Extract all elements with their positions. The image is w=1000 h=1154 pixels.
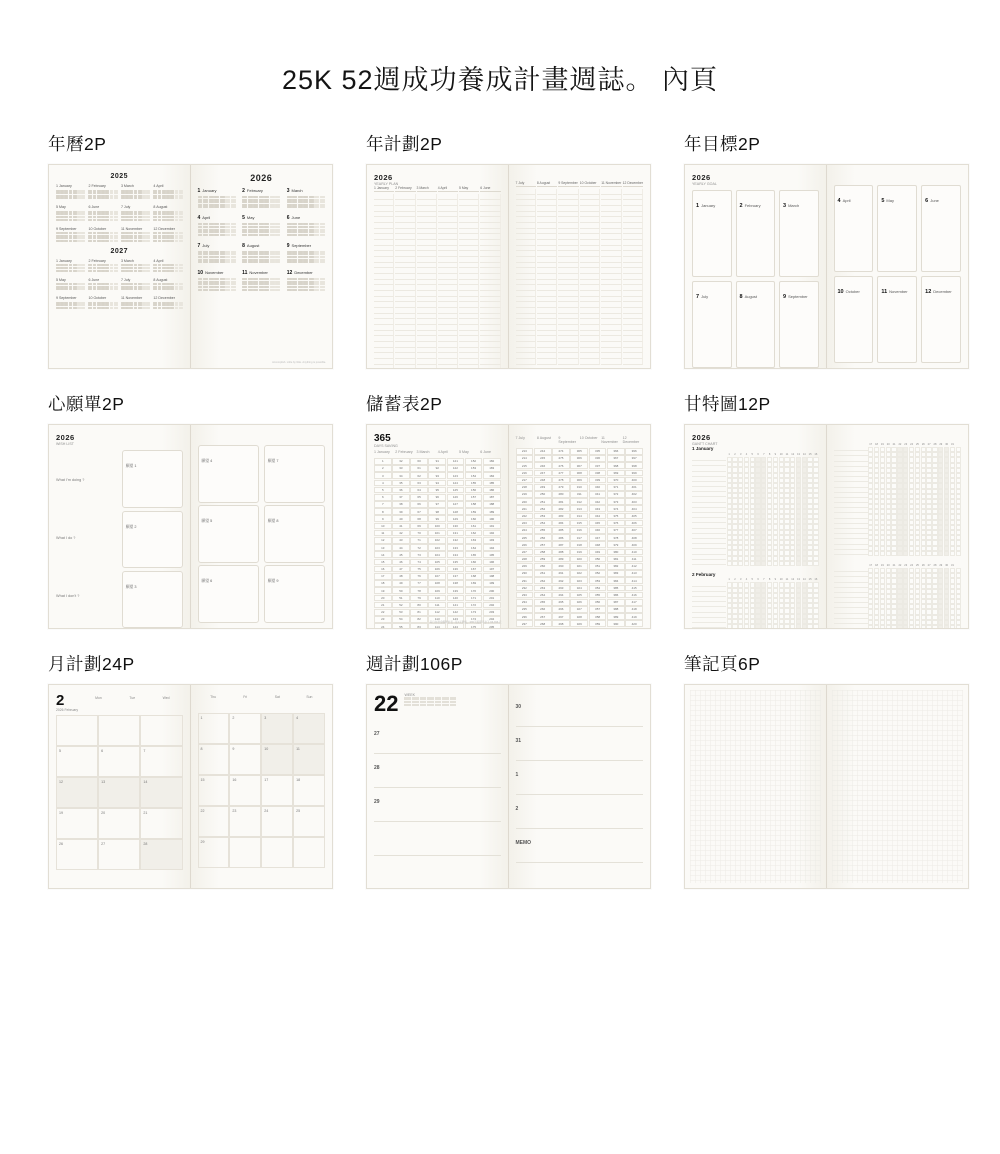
day-cell[interactable]: 8: [198, 744, 230, 775]
calendar-2025: 1 January 2 February 3 March 4 April 5 May 6 June 7 July 8 August 9 September 10 October 11 November 12 December: [56, 184, 183, 242]
col-head: 5 May: [459, 186, 479, 192]
savings-number-grid[interactable]: 213 244 274 305 335 366 396 214 245 275 306 336 367 397 215 246 276 307 337 368 398 216 247 277 308 338 369 399 217 248 278 309 339 370 400 218 249 279 310 340 371 401 219 250 280 311 341 372 402 220 251 281 312 342 373 403 221 252 282 313 343 374 404 222 253 283 314 344 375 405 223 254 284 315 345 376 406 224 255 285 316 346 377 407 225 256 286 317 347 378 408 226 257 287 318 348 379 409 227 258 288 319 349 380 410 228 259 289 320 350 381 411 229 260 290 321 351 382 412 230 261 291 322 352 383 413 231 262 292 323 353 384 414 232 263 293 324 354 385 415 233 264 294 325 355 386 416 234 265 295 326 356 387 417 235 266 296 327 357 388 418 236 267 297 328 358 389 419 237 268 298 329 359 390 420: [516, 448, 644, 628]
savings-note: 每日存款金額累計表 · 從1元開始，365天後即可存下 66,795 元: [429, 621, 502, 624]
col-head: 10 October: [580, 181, 600, 187]
gantt-row[interactable]: [692, 624, 819, 628]
spread-preview[interactable]: [366, 684, 651, 889]
page-left: [367, 425, 509, 628]
goal-month: February: [744, 203, 761, 209]
year-label: 2026: [56, 433, 75, 442]
week-day-row[interactable]: [374, 788, 501, 822]
wish-card[interactable]: [122, 450, 183, 508]
col-head: 10 October: [579, 436, 598, 440]
col-head: 6 June: [480, 186, 500, 192]
day-number: 29: [374, 799, 380, 805]
wish-card-label: 願望 3: [125, 584, 137, 589]
day-cell[interactable]: [229, 837, 261, 868]
goal-number: 8: [739, 294, 743, 301]
day-number: 28: [374, 765, 380, 771]
section-year-plan: [366, 131, 676, 369]
memo-label: MEMO: [515, 840, 532, 846]
page-left: [49, 685, 191, 888]
mini-month-indicator: [404, 697, 456, 706]
col-head: 11 November: [601, 436, 618, 445]
week-day-row[interactable]: [374, 720, 501, 754]
day-cell[interactable]: 14: [140, 777, 182, 808]
month-grid[interactable]: [56, 715, 183, 870]
wish-card-label: 願望 4: [201, 459, 213, 463]
day-cell[interactable]: 9: [229, 744, 261, 775]
year-label: 2025: [110, 173, 129, 180]
gantt-day-header: 17 18 19 20 21 22 23 24 25 26 27 28 29 30 31: [869, 443, 954, 446]
goal-month: August: [744, 294, 758, 300]
gantt-month-january: [692, 446, 819, 565]
calendar-2027: 1 January 2 February 3 March 4 April 5 May 6 June 7 July 8 August 9 September 10 October 11 November 12 December: [56, 259, 183, 309]
week-sub: WEEK: [404, 693, 416, 697]
year-sub: WISH LIST: [56, 442, 74, 446]
page-right: [509, 425, 651, 628]
day-cell[interactable]: [56, 715, 98, 746]
savings-heading: 365: [374, 433, 391, 444]
year-label: 2026: [374, 173, 393, 182]
goal-month: December: [933, 289, 952, 294]
goal-month: March: [788, 203, 800, 209]
gantt-row[interactable]: [692, 561, 819, 566]
spread-preview[interactable]: [48, 424, 333, 629]
goal-month: January: [701, 203, 716, 209]
goal-box[interactable]: [921, 276, 961, 363]
spread-preview[interactable]: [48, 164, 333, 369]
gantt-day-header: 1 2 3 4 5 6 7 8 9 10 11 12 13 14 15 16: [728, 452, 818, 456]
wish-card[interactable]: [264, 445, 325, 503]
col-head: 8 August: [537, 181, 557, 187]
section-label: 甘特圖12P: [684, 394, 771, 414]
col-head: 3 March: [417, 186, 437, 192]
section-label: 心願單2P: [48, 394, 125, 414]
month-column-headers: [516, 181, 644, 187]
col-head: 1 January: [374, 450, 390, 455]
wish-card[interactable]: [198, 445, 259, 503]
col-head: 5 May: [459, 450, 469, 455]
weekday-headers: [198, 695, 326, 699]
col-head: 7 July: [516, 181, 536, 187]
goal-box[interactable]: [692, 281, 732, 368]
col-head: 9 September: [558, 181, 578, 185]
section-label: 年計劃2P: [366, 134, 443, 154]
spread-preview[interactable]: [366, 424, 651, 629]
page-right: [191, 425, 333, 628]
section-notes: [684, 651, 994, 889]
grid-paper: [832, 690, 964, 883]
section-label: 筆記頁6P: [684, 654, 761, 674]
day-cell[interactable]: 21: [140, 808, 182, 839]
day-number: 31: [515, 738, 522, 744]
page-right: [509, 165, 651, 368]
day-number: 1: [515, 772, 519, 778]
gantt-row[interactable]: [834, 625, 962, 628]
goal-number: 5: [881, 198, 885, 204]
year-label-2027: 2027: [110, 247, 129, 255]
day-cell[interactable]: 4: [293, 713, 325, 744]
week-day-row[interactable]: [516, 693, 644, 727]
goal-month: July: [701, 294, 709, 300]
section-label: 儲蓄表2P: [366, 394, 443, 414]
goal-number: 7: [696, 294, 700, 301]
week-day-row[interactable]: [516, 727, 644, 761]
year-label: 2026: [692, 433, 711, 442]
weekday: Thu: [210, 695, 216, 699]
day-number: 27: [374, 731, 380, 737]
page-right: [827, 685, 969, 888]
page-right: [827, 425, 969, 628]
page-right: [509, 685, 651, 888]
day-cell[interactable]: 17: [261, 775, 293, 806]
goal-month: April: [842, 198, 851, 203]
day-cell[interactable]: 16: [229, 775, 261, 806]
section-month-plan: [48, 651, 358, 889]
page-left: [685, 685, 827, 888]
goal-box[interactable]: [877, 185, 917, 272]
day-cell[interactable]: 1: [198, 713, 230, 744]
weekday: Mon: [95, 696, 102, 700]
goal-number: 11: [881, 289, 888, 295]
page-right: [827, 165, 969, 368]
savings-column-headers: [516, 436, 644, 445]
calendar-2026: 1 January 2 February 3 March 4 April 5 May 6 June 7 July 8 August 9 September 10 November 11 November 12 December: [198, 188, 326, 291]
col-head: 7 July: [515, 436, 525, 440]
col-head: 3 March: [416, 450, 430, 455]
wish-card[interactable]: [122, 511, 183, 569]
gantt-row[interactable]: [834, 551, 962, 556]
wish-card-label: 願望 1: [125, 464, 137, 469]
section-label: 年曆2P: [48, 134, 107, 154]
week-day-row[interactable]: [516, 761, 644, 795]
memo-row[interactable]: [516, 829, 644, 863]
savings-column-headers: [374, 450, 501, 454]
col-head: 11 November: [601, 181, 622, 185]
day-cell[interactable]: 19: [56, 808, 98, 839]
col-head: 1 January: [374, 186, 394, 192]
page-left: [367, 165, 509, 368]
col-head: 9 September: [558, 436, 576, 445]
gantt-month-february: [692, 572, 819, 628]
goal-month: September: [788, 294, 808, 300]
page-left: [367, 685, 509, 888]
day-cell[interactable]: [293, 837, 325, 868]
weekday: Tue: [129, 696, 136, 700]
goal-number: 2: [739, 203, 743, 210]
day-cell[interactable]: 5: [56, 746, 98, 777]
goal-number: 10: [837, 289, 844, 295]
day-cell[interactable]: 18: [293, 775, 325, 806]
col-head: 12 December: [622, 181, 643, 185]
wish-card-label: 願望 8: [267, 519, 279, 524]
section-year-goal: [684, 131, 994, 369]
week-number: 22: [374, 691, 399, 716]
goal-box[interactable]: [834, 185, 874, 272]
goal-number: 4: [837, 198, 841, 204]
wish-card[interactable]: [264, 505, 325, 563]
week-day-rows[interactable]: [374, 720, 501, 856]
footer-note: Accomplish. Little by little. Anything is possible.: [272, 361, 326, 364]
plan-grid[interactable]: [516, 189, 644, 365]
col-head: 2 February: [395, 450, 413, 455]
col-head: 2 February: [395, 186, 415, 192]
wish-card-label: 願望 2: [125, 524, 137, 529]
wish-question: What I'm doing ?: [56, 477, 85, 482]
wish-card[interactable]: [198, 505, 259, 563]
col-head: 12 December: [622, 436, 640, 445]
week-day-rows[interactable]: [516, 693, 644, 863]
day-cell[interactable]: 29: [198, 837, 230, 868]
day-cell[interactable]: 13: [98, 777, 140, 808]
wish-card-label: 願望 7: [267, 459, 279, 463]
savings-subheading: DAYS SAVING: [374, 444, 398, 448]
section-gantt: [684, 391, 994, 629]
year-sub: YEARLY GOAL: [692, 182, 717, 186]
year-sub: YEARLY PLAN: [374, 182, 399, 186]
weekday: Sat: [274, 695, 280, 699]
year-label: 2026: [692, 173, 711, 182]
goal-box[interactable]: [921, 185, 961, 272]
day-cell[interactable]: 7: [140, 746, 182, 777]
page-right: [191, 165, 333, 368]
page-left: [685, 425, 827, 628]
month-number: 2: [56, 692, 65, 709]
week-day-row[interactable]: [516, 795, 644, 829]
goal-box[interactable]: [834, 276, 874, 363]
day-cell[interactable]: [261, 837, 293, 868]
goal-month: May: [886, 198, 894, 203]
gantt-day-header: 1 2 3 4 5 6 7 8 9 10 11 12 13 14 15 16: [728, 578, 818, 582]
day-cell[interactable]: 24: [261, 806, 293, 837]
section-year-calendar: [48, 131, 358, 369]
page-right: [191, 685, 333, 888]
plan-grid[interactable]: [374, 194, 501, 368]
day-cell[interactable]: 12: [56, 777, 98, 808]
wish-card[interactable]: [122, 571, 183, 628]
spread-preview[interactable]: [684, 684, 969, 889]
day-number: 2: [515, 806, 519, 812]
spread-preview[interactable]: [366, 164, 651, 369]
day-cell[interactable]: [98, 715, 140, 746]
wish-question: What I don't ?: [56, 594, 80, 599]
day-cell[interactable]: 23: [229, 806, 261, 837]
page-left: [685, 165, 827, 368]
goal-month: June: [930, 198, 939, 203]
savings-number-grid[interactable]: 1 32 60 91 121 152 182 2 33 61 92 122 153 183 3 34 62 93 123 154 184 4 35 63 94 124 155 185 5 36 64 95 125 156 186 6 37 65 96 126 157 187 7 38 66 97 127 158 188 8 39 67 98 128 159 189 9 40 68 99 129 160 190 10 41 69 100 130 161 191 11 42 70 101 131 162 192 12 43 71 102 132 163 193 13 44 72 103 133 164 194 14 45 73 104 134 165 195 15 46 74 105 135 166 196 16 47 75 106 136 167 197 17 48 76 107 137 168 198 18 49 77 108 138 169 199 19 50 78 109 139 170 200 20 51 79 110 140 171 201 21 52 80 111 141 172 202 22 53 81 112 142 173 203 23 54 82 113 143 174 204 24 55 83 114 144 175 205: [374, 458, 501, 628]
goal-box[interactable]: [877, 276, 917, 363]
col-head: 4 April: [438, 186, 458, 192]
day-cell[interactable]: 2: [229, 713, 261, 744]
day-cell[interactable]: 27: [98, 839, 140, 870]
year-label-2026: 2026: [250, 173, 273, 183]
goal-box[interactable]: [779, 281, 819, 368]
day-cell[interactable]: 3: [261, 713, 293, 744]
spread-preview[interactable]: [684, 424, 969, 629]
col-head: 6 June: [480, 450, 492, 455]
gantt-day-header: 17 18 19 20 21 22 23 24 25 26 27 28 29 30 31: [869, 563, 954, 567]
day-cell[interactable]: 10: [261, 744, 293, 775]
day-cell[interactable]: 25: [293, 806, 325, 837]
section-label: 月計劃24P: [48, 654, 135, 674]
goal-boxes[interactable]: [692, 190, 819, 368]
section-week-plan: [366, 651, 676, 889]
goal-box[interactable]: [692, 190, 732, 277]
spread-preview[interactable]: [684, 164, 969, 369]
goal-box[interactable]: [736, 190, 776, 277]
gantt-continued-january: [834, 443, 962, 556]
weekday: Fri: [243, 695, 248, 699]
goal-number: 1: [696, 203, 700, 210]
wish-questions: [56, 450, 117, 625]
gantt-month-label: 1 January: [692, 446, 714, 452]
wish-card-label: 願望 9: [267, 579, 279, 584]
day-cell[interactable]: 11: [293, 744, 325, 775]
goal-number: 6: [925, 198, 929, 204]
day-number: 30: [515, 704, 522, 710]
page-title: 25K 52週成功養成計畫週誌。 內頁: [281, 65, 719, 95]
spread-grid: [0, 131, 1000, 889]
month-grid[interactable]: [198, 713, 326, 868]
day-cell[interactable]: 26: [56, 839, 98, 870]
wish-card[interactable]: [198, 565, 259, 623]
goal-number: 12: [925, 289, 932, 295]
day-cell[interactable]: 15: [198, 775, 230, 806]
weekday-headers: [82, 696, 182, 700]
weekday: Wed: [162, 696, 170, 700]
goal-box[interactable]: [779, 190, 819, 277]
gantt-continued-february: [834, 564, 962, 628]
section-label: 年目標2P: [684, 134, 761, 154]
spread-preview[interactable]: [48, 684, 333, 889]
goal-month: November: [889, 289, 908, 294]
col-head: 4 April: [437, 450, 448, 455]
grid-paper: [690, 690, 821, 883]
goal-number: 9: [783, 294, 787, 301]
section-savings: [366, 391, 676, 629]
day-cell[interactable]: 6: [98, 746, 140, 777]
wish-card-label: 願望 6: [201, 579, 213, 584]
goal-month: October: [845, 289, 860, 294]
month-column-headers: [374, 186, 501, 192]
day-cell[interactable]: 20: [98, 808, 140, 839]
day-cell[interactable]: 28: [140, 839, 182, 870]
gantt-month-label: 2 February: [692, 571, 716, 577]
weekday: Sun: [306, 695, 313, 699]
goal-box[interactable]: [736, 281, 776, 368]
day-cell[interactable]: 22: [198, 806, 230, 837]
day-cell[interactable]: [140, 715, 182, 746]
section-wish-list: [48, 391, 358, 629]
wish-question: What I do ?: [56, 535, 76, 540]
wish-card-label: 願望 5: [201, 519, 213, 524]
section-label: 週計劃106P: [366, 654, 463, 674]
page-left: [49, 165, 191, 368]
week-day-row[interactable]: [374, 822, 501, 856]
year-sub: GANTT CHART: [692, 442, 718, 446]
page-left: [49, 425, 191, 628]
col-head: 8 August: [536, 436, 551, 440]
wish-card[interactable]: [264, 565, 325, 623]
week-day-row[interactable]: [374, 754, 501, 788]
month-sub: 2026 February: [56, 708, 79, 712]
goal-number: 3: [783, 203, 787, 210]
goal-boxes[interactable]: [834, 185, 962, 363]
